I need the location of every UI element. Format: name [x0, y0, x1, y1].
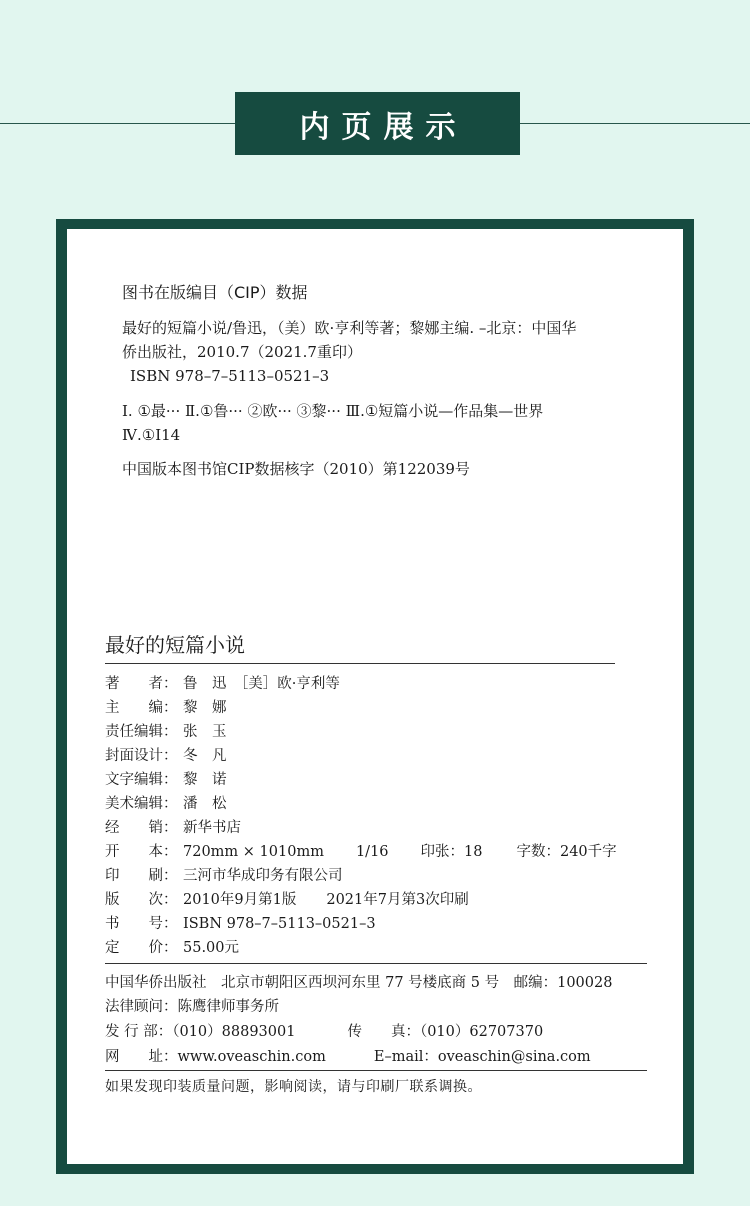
cip-line-2: 侨出版社，2010.7（2021.7重印）	[122, 343, 362, 361]
cip-verify: 中国版本图书馆CIP数据核字（2010）第122039号	[122, 460, 470, 478]
format-label: 开 本：	[105, 844, 178, 860]
email: E–mail：oveaschin@sina.com	[373, 1049, 591, 1065]
isbn-value: ISBN 978–7–5113–0521–3	[183, 916, 376, 932]
resp-editor-label: 责任编辑：	[105, 724, 178, 740]
author-value: 鲁 迅 ［美］欧·亨利等	[183, 676, 340, 692]
isbn-label: 书 号：	[105, 916, 178, 932]
reprint-value: 2021年7月第3次印刷	[326, 892, 469, 908]
print-sheets: 印张：18	[420, 844, 483, 860]
author-label: 著 者：	[105, 676, 178, 692]
printer-row	[105, 867, 343, 885]
section-title: 内页展示	[235, 92, 520, 155]
distributor-value: 新华书店	[183, 820, 241, 836]
art-editor-value: 潘 松	[183, 796, 227, 812]
price-label: 定 价：	[105, 940, 178, 956]
fax: 传 真：（010）62707370	[347, 1024, 544, 1040]
cover-design-value: 冬 凡	[183, 748, 227, 764]
cip-isbn: ISBN 978–7–5113–0521–3	[130, 367, 330, 385]
cip-line-1: 最好的短篇小说/鲁迅，（美）欧·亨利等著；黎娜主编. –北京：中国华	[122, 319, 577, 337]
format-fraction: 1/16	[355, 844, 389, 860]
price-value: 55.00元	[183, 940, 240, 956]
distributor-label: 经 销：	[105, 820, 178, 836]
cover-design-label: 封面设计：	[105, 748, 178, 764]
text-editor-value: 黎 诺	[183, 772, 227, 788]
cip-class-1: I. ①最··· Ⅱ.①鲁··· ②欧··· ③黎··· Ⅲ.①短篇小说—作品集—世界	[122, 402, 544, 420]
editor-label: 主 编：	[105, 700, 178, 716]
edition-label: 版 次：	[105, 892, 178, 908]
printer-label: 印 刷：	[105, 868, 178, 884]
legal-advisor: 法律顾问：陈鹰律师事务所	[105, 999, 279, 1015]
editor-row	[105, 699, 227, 717]
cip-class-2: Ⅳ.①I14	[122, 426, 181, 444]
resp-editor-value: 张 玉	[183, 724, 227, 740]
footer-rule	[105, 1070, 647, 1071]
contact-phone-row	[105, 1023, 543, 1041]
art-editor-label: 美术编辑：	[105, 796, 178, 812]
editor-value: 黎 娜	[183, 700, 227, 716]
art-editor-row	[105, 795, 227, 813]
info-rule	[105, 963, 647, 964]
edition-value: 2010年9月第1版	[183, 892, 297, 908]
cip-title: 图书在版编目（CIP）数据	[122, 283, 308, 302]
printer-value: 三河市华成印务有限公司	[183, 868, 343, 884]
price-row	[105, 939, 239, 957]
quality-notice: 如果发现印装质量问题，影响阅读，请与印刷厂联系调换。	[105, 1079, 482, 1095]
distributor-row	[105, 819, 241, 837]
resp-editor-row	[105, 723, 227, 741]
publisher-address: 中国华侨出版社 北京市朝阳区西坝河东里 77 号楼底商 5 号 邮编：100028	[105, 975, 613, 991]
website: 网 址：www.oveaschin.com	[105, 1049, 326, 1065]
text-editor-row	[105, 771, 227, 789]
isbn-row	[105, 915, 376, 933]
sales-phone: 发 行 部：（010）88893001	[105, 1024, 296, 1040]
author-row	[105, 675, 340, 693]
format-row	[105, 843, 617, 861]
edition-row	[105, 891, 469, 909]
text-editor-label: 文字编辑：	[105, 772, 178, 788]
format-size: 720mm × 1010mm	[183, 844, 324, 860]
cover-design-row	[105, 747, 227, 765]
book-title: 最好的短篇小说	[105, 633, 245, 657]
title-rule	[105, 663, 615, 664]
word-count: 字数：240千字	[516, 844, 617, 860]
copyright-page	[67, 229, 683, 1164]
contact-web-row	[105, 1048, 591, 1066]
